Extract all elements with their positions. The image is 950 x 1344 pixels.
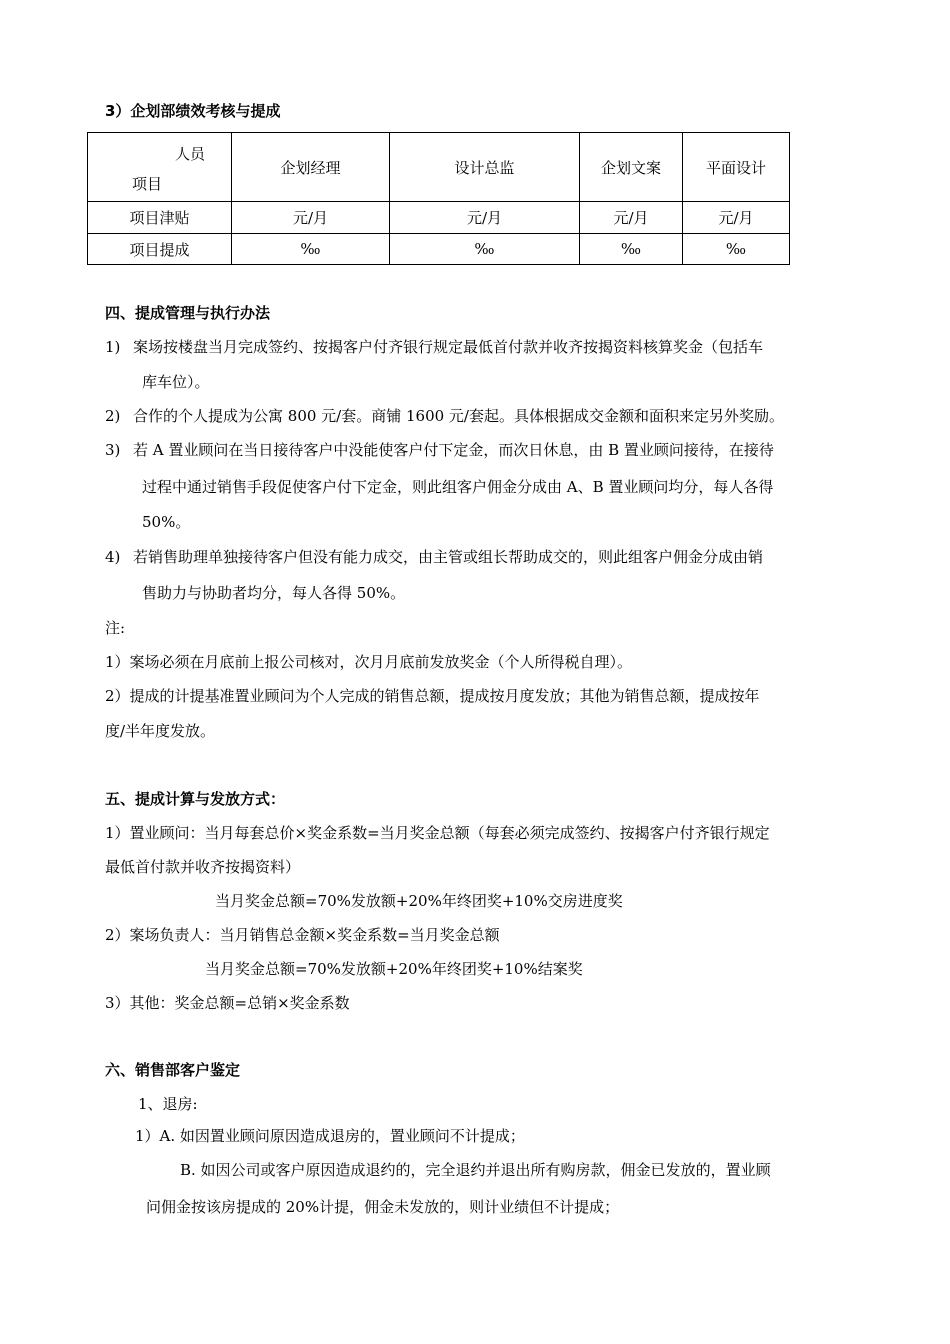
column-header: 企划经理	[232, 133, 390, 202]
column-header: 企划文案	[580, 133, 683, 202]
item-number: 3)	[105, 441, 121, 459]
item-number: 1)	[105, 338, 121, 356]
section6-title: 六、销售部客户鉴定	[105, 1061, 241, 1079]
section4-title: 四、提成管理与执行办法	[105, 304, 271, 322]
corner-top-label: 人员	[175, 145, 206, 163]
table-cell: ‰	[580, 234, 683, 265]
table-row	[88, 234, 790, 265]
note-text: 度/半年度发放。	[105, 722, 216, 740]
calc-formula: 当月奖金总额=70%发放额+20%年终团奖+10%交房进度奖	[215, 892, 623, 910]
column-header: 设计总监	[390, 133, 580, 202]
table-cell: 元/月	[390, 202, 580, 234]
note-text: 2）提成的计提基准置业顾问为个人完成的销售总额，提成按月度发放；其他为销售总额，提成按年	[105, 687, 760, 705]
item-text: 若销售助理单独接待客户但没有能力成交，由主管或组长帮助成交的，则此组客户佣金分成由销	[133, 548, 764, 566]
note-text: 1）案场必须在月底前上报公司核对，次月月底前发放奖金（个人所得税自理）。	[105, 653, 633, 671]
item-text: 售助力与协助者均分，每人各得 50%。	[142, 584, 406, 602]
clause-text: 1）A. 如因置业顾问原因造成退房的，置业顾问不计提成；	[135, 1127, 525, 1145]
item-text: 过程中通过销售手段促使客户付下定金，则此组客户佣金分成由 A、B 置业顾问均分，每人各得	[142, 478, 774, 496]
item-text: 合作的个人提成为公寓 800 元/套。商铺 1600 元/套起。具体根据成交金额和面积来定另外奖励。	[133, 407, 784, 425]
item-text: 50%。	[142, 513, 191, 531]
calc-formula: 当月奖金总额=70%发放额+20%年终团奖+10%结案奖	[205, 960, 583, 978]
table-cell: 元/月	[683, 202, 790, 234]
clause-text: 问佣金按该房提成的 20%计提，佣金未发放的，则计业绩但不计提成；	[146, 1198, 620, 1216]
calc-text: 2）案场负责人：当月销售总金额×奖金系数=当月奖金总额	[105, 926, 500, 944]
calc-text: 3）其他：奖金总额=总销×奖金系数	[105, 994, 350, 1012]
subsection-title: 1、退房:	[138, 1095, 198, 1113]
calc-text: 1）置业顾问：当月每套总价×奖金系数=当月奖金总额（每套必须完成签约、按揭客户付齐银行规定	[105, 824, 770, 842]
table-cell: 元/月	[232, 202, 390, 234]
section5-title: 五、提成计算与发放方式：	[105, 790, 286, 808]
row-label: 项目津贴	[88, 202, 232, 234]
table-cell: ‰	[683, 234, 790, 265]
planning-dept-table	[87, 132, 790, 265]
table-cell: ‰	[232, 234, 390, 265]
row-label: 项目提成	[88, 234, 232, 265]
table-corner-cell	[88, 133, 232, 202]
item-number: 4)	[105, 548, 121, 566]
table-cell: ‰	[390, 234, 580, 265]
note-label: 注:	[105, 619, 126, 637]
calc-text: 最低首付款并收齐按揭资料）	[105, 858, 301, 876]
table-cell: 元/月	[580, 202, 683, 234]
corner-bottom-label: 项目	[132, 175, 163, 193]
table-header-row	[88, 133, 790, 202]
item-number: 2)	[105, 407, 121, 425]
item-text: 若 A 置业顾问在当日接待客户中没能使客户付下定金，而次日休息，由 B 置业顾问接待，在接待	[133, 441, 774, 459]
table-row	[88, 202, 790, 234]
section3-title: 3）企划部绩效考核与提成	[105, 102, 281, 120]
column-header: 平面设计	[683, 133, 790, 202]
item-text: 库车位）。	[142, 373, 210, 391]
clause-text: B. 如因公司或客户原因造成退约的，完全退约并退出所有购房款，佣金已发放的，置业顾	[180, 1161, 771, 1179]
item-text: 案场按楼盘当月完成签约、按揭客户付齐银行规定最低首付款并收齐按揭资料核算奖金（包括车	[133, 338, 764, 356]
